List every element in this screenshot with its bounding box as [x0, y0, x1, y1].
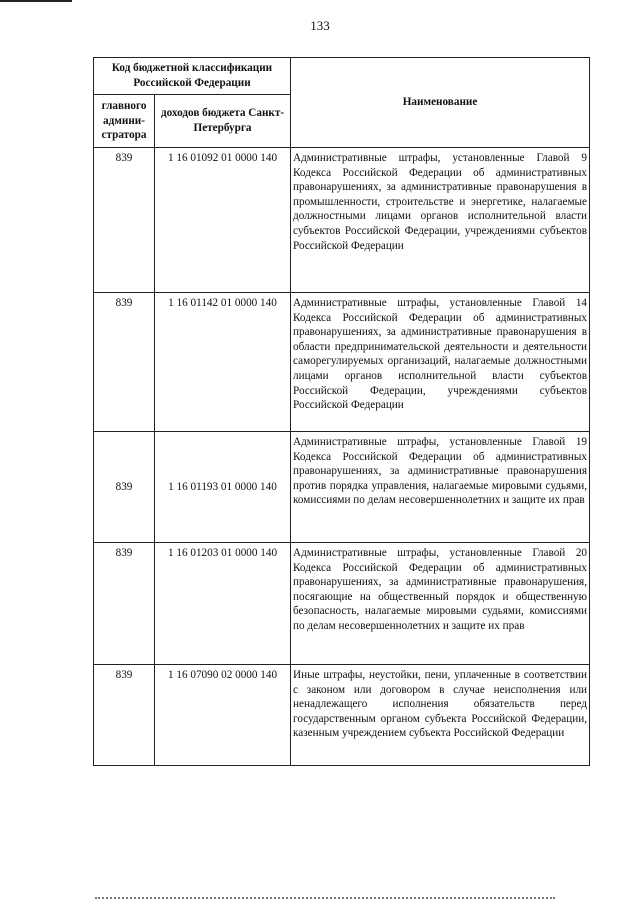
- admin-code-cell: 839: [94, 432, 155, 543]
- header-chief-administrator: главного админи-стратора: [94, 95, 155, 148]
- table-row: [94, 543, 590, 665]
- header-budget-income: доходов бюджета Санкт-Петербурга: [155, 95, 291, 148]
- income-code-cell: 1 16 01203 01 0000 140: [155, 543, 291, 665]
- income-code-cell: 1 16 01142 01 0000 140: [155, 293, 291, 432]
- budget-classification-table: [93, 57, 590, 766]
- table-row: [94, 665, 590, 766]
- admin-code-cell: 839: [94, 543, 155, 665]
- table-row: [94, 148, 590, 293]
- name-text: Иные штрафы, неустойки, пени, уплаченные в соответствии с законом или договором в случае неисполнения или ненадлежащего исполнения обязательств перед государственным органом субъекта Российской Федерации, казенным учреждением субъекта Российской Федерации: [293, 669, 588, 740]
- scan-edge-mark: [0, 0, 72, 2]
- table-row: [94, 432, 590, 543]
- name-text: Административные штрафы, установленные Главой 14 Кодекса Российской Федерации об административных правонарушениях, за административные правонарушения в области предпринимательской деятельности и деятельности саморегулируемых организаций, налагаемые должностными лицами органов исполнительной власти субъектов Российской Федерации, учреждениями субъектов Российской Федерации: [293, 297, 588, 412]
- name-cell: [291, 665, 590, 766]
- name-cell: [291, 543, 590, 665]
- income-code-cell: 1 16 01193 01 0000 140: [155, 432, 291, 543]
- name-cell: [291, 293, 590, 432]
- name-cell: [291, 148, 590, 293]
- income-code-cell: 1 16 01092 01 0000 140: [155, 148, 291, 293]
- name-text: Административные штрафы, установленные Главой 19 Кодекса Российской Федерации об административных правонарушениях, за административные правонарушения против порядка управления, налагаемые мировыми судьями, комиссиями по делам несовершеннолетних и защите их прав: [293, 436, 588, 507]
- name-text: Административные штрафы, установленные Главой 20 Кодекса Российской Федерации об административных правонарушениях, за административные правонарушения, посягающие на общественный порядок и общественную безопасность, налагаемые мировыми судьями, комиссиями по делам несовершеннолетних и защите их прав: [293, 547, 588, 632]
- table-row: [94, 293, 590, 432]
- admin-code-cell: 839: [94, 665, 155, 766]
- name-text: Административные штрафы, установленные Главой 9 Кодекса Российской Федерации об административных правонарушениях, за административные правонарушения в промышленности, строительстве и энергетике, налагаемые должностными лицами органов исполнительной власти субъектов Российской Федерации, учреждениями субъектов Российской Федерации: [293, 152, 588, 252]
- name-cell: [291, 432, 590, 543]
- admin-code-cell: 839: [94, 148, 155, 293]
- header-classification-code: Код бюджетной классификации Российской Федерации: [94, 58, 291, 95]
- header-name: Наименование: [291, 58, 590, 148]
- footer-scan-dots: [95, 897, 555, 899]
- page-number: 133: [310, 18, 330, 33]
- admin-code-cell: 839: [94, 293, 155, 432]
- income-code-cell: 1 16 07090 02 0000 140: [155, 665, 291, 766]
